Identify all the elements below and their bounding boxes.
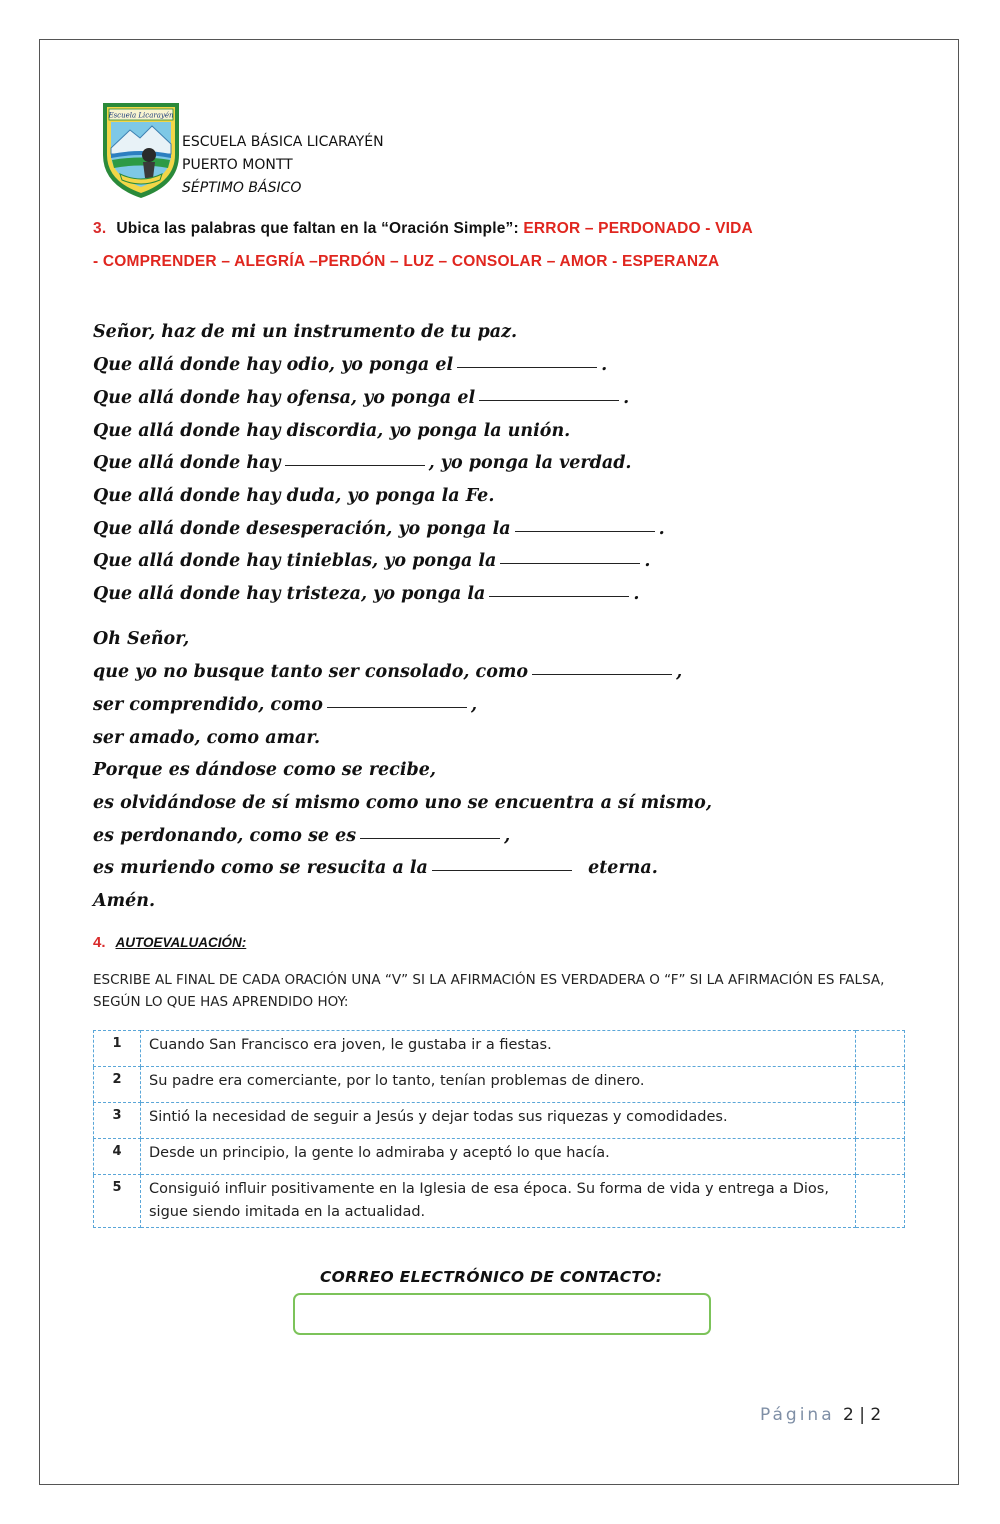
row-statement: Cuando San Francisco era joven, le gustaba ir a fiestas. [141, 1031, 856, 1067]
fill-blank[interactable] [457, 366, 597, 368]
row-number: 5 [94, 1175, 141, 1228]
prayer-line: es perdonando, como se es , [93, 826, 511, 846]
school-city: PUERTO MONTT [182, 157, 293, 173]
page-number: 2 | 2 [843, 1405, 882, 1425]
prayer-line: Que allá donde hay tinieblas, yo ponga la . [93, 551, 651, 571]
section-3-instruction: Ubica las palabras que faltan en la “Oración Simple”: [116, 220, 519, 237]
prayer-line: Que allá donde hay tristeza, yo ponga la . [93, 584, 640, 604]
fill-blank[interactable] [432, 869, 572, 871]
section-4-title: AUTOEVALUACIÓN: [115, 935, 247, 950]
section-4-number: 4. [93, 934, 106, 951]
table-row [94, 1031, 905, 1067]
table-row [94, 1175, 905, 1228]
school-header [182, 131, 384, 200]
prayer-line: Que allá donde hay odio, yo ponga el . [93, 355, 608, 375]
section-3-instructions [93, 212, 903, 278]
fill-blank[interactable] [327, 706, 467, 708]
school-grade: SÉPTIMO BÁSICO [182, 180, 302, 196]
prayer-line: Que allá donde hay ofensa, yo ponga el . [93, 388, 630, 408]
prayer-line: Oh Señor, [93, 629, 190, 649]
prayer-line: Que allá donde hay , yo ponga la verdad. [93, 453, 632, 473]
row-statement: Consiguió influir positivamente en la Iglesia de esa época. Su forma de vida y entrega a Dios, sigue siendo imitada en la actualidad. [141, 1175, 856, 1228]
answer-cell[interactable] [856, 1175, 905, 1228]
prayer-line: es muriendo como se resucita a la eterna. [93, 858, 658, 878]
fill-blank[interactable] [489, 595, 629, 597]
row-number: 1 [94, 1031, 141, 1067]
svg-text:Escuela Licarayén: Escuela Licarayén [108, 111, 174, 120]
footer-label: Página [760, 1405, 835, 1425]
answer-cell[interactable] [856, 1103, 905, 1139]
school-name: ESCUELA BÁSICA LICARAYÉN [182, 134, 384, 150]
answer-cell[interactable] [856, 1139, 905, 1175]
row-statement: Su padre era comerciante, por lo tanto, tenían problemas de dinero. [141, 1067, 856, 1103]
fill-blank[interactable] [479, 399, 619, 401]
table-row [94, 1103, 905, 1139]
prayer-line: Porque es dándose como se recibe, [93, 760, 436, 780]
fill-blank[interactable] [285, 464, 425, 466]
fill-blank[interactable] [532, 673, 672, 675]
answer-cell[interactable] [856, 1031, 905, 1067]
prayer-line: ser amado, como amar. [93, 728, 321, 748]
answer-cell[interactable] [856, 1067, 905, 1103]
row-statement: Sintió la necesidad de seguir a Jesús y dejar todas sus riquezas y comodidades. [141, 1103, 856, 1139]
school-logo [100, 100, 182, 200]
prayer-line: Amén. [93, 891, 156, 911]
prayer-line: Que allá donde hay duda, yo ponga la Fe. [93, 486, 495, 506]
section-4-heading [93, 934, 246, 951]
row-statement: Desde un principio, la gente lo admiraba y aceptó lo que hacía. [141, 1139, 856, 1175]
prayer-line: es olvidándose de sí mismo como uno se encuentra a sí mismo, [93, 793, 712, 813]
prayer-line: Que allá donde desesperación, yo ponga la . [93, 519, 665, 539]
section-3-line1 [93, 212, 903, 245]
table-row [94, 1067, 905, 1103]
fill-blank[interactable] [500, 562, 640, 564]
prayer-line: ser comprendido, como , [93, 695, 478, 715]
row-number: 4 [94, 1139, 141, 1175]
page-footer [760, 1405, 881, 1425]
word-bank-line1: ERROR – PERDONADO - VIDA [523, 220, 753, 237]
contact-email-input[interactable] [293, 1293, 711, 1335]
fill-blank[interactable] [360, 837, 500, 839]
row-number: 3 [94, 1103, 141, 1139]
section-4-instructions: ESCRIBE AL FINAL DE CADA ORACIÓN UNA “V” SI LA AFIRMACIÓN ES VERDADERA O “F” SI LA AFIRMACIÓN ES FALSA, SEGÚN LO QUE HAS APRENDIDO HOY: [93, 972, 885, 1010]
contact-email-title: CORREO ELECTRÓNICO DE CONTACTO: [320, 1268, 663, 1286]
row-number: 2 [94, 1067, 141, 1103]
fill-blank[interactable] [515, 530, 655, 532]
prayer-line: Que allá donde hay discordia, yo ponga la unión. [93, 421, 571, 441]
table-row [94, 1139, 905, 1175]
word-bank-line2: - COMPRENDER – ALEGRÍA –PERDÓN – LUZ – CONSOLAR – AMOR - ESPERANZA [93, 253, 720, 270]
prayer-line: Señor, haz de mi un instrumento de tu paz. [93, 322, 518, 342]
self-assessment-table [93, 1030, 905, 1228]
prayer-line: que yo no busque tanto ser consolado, como , [93, 662, 683, 682]
section-3-number: 3. [93, 220, 107, 237]
